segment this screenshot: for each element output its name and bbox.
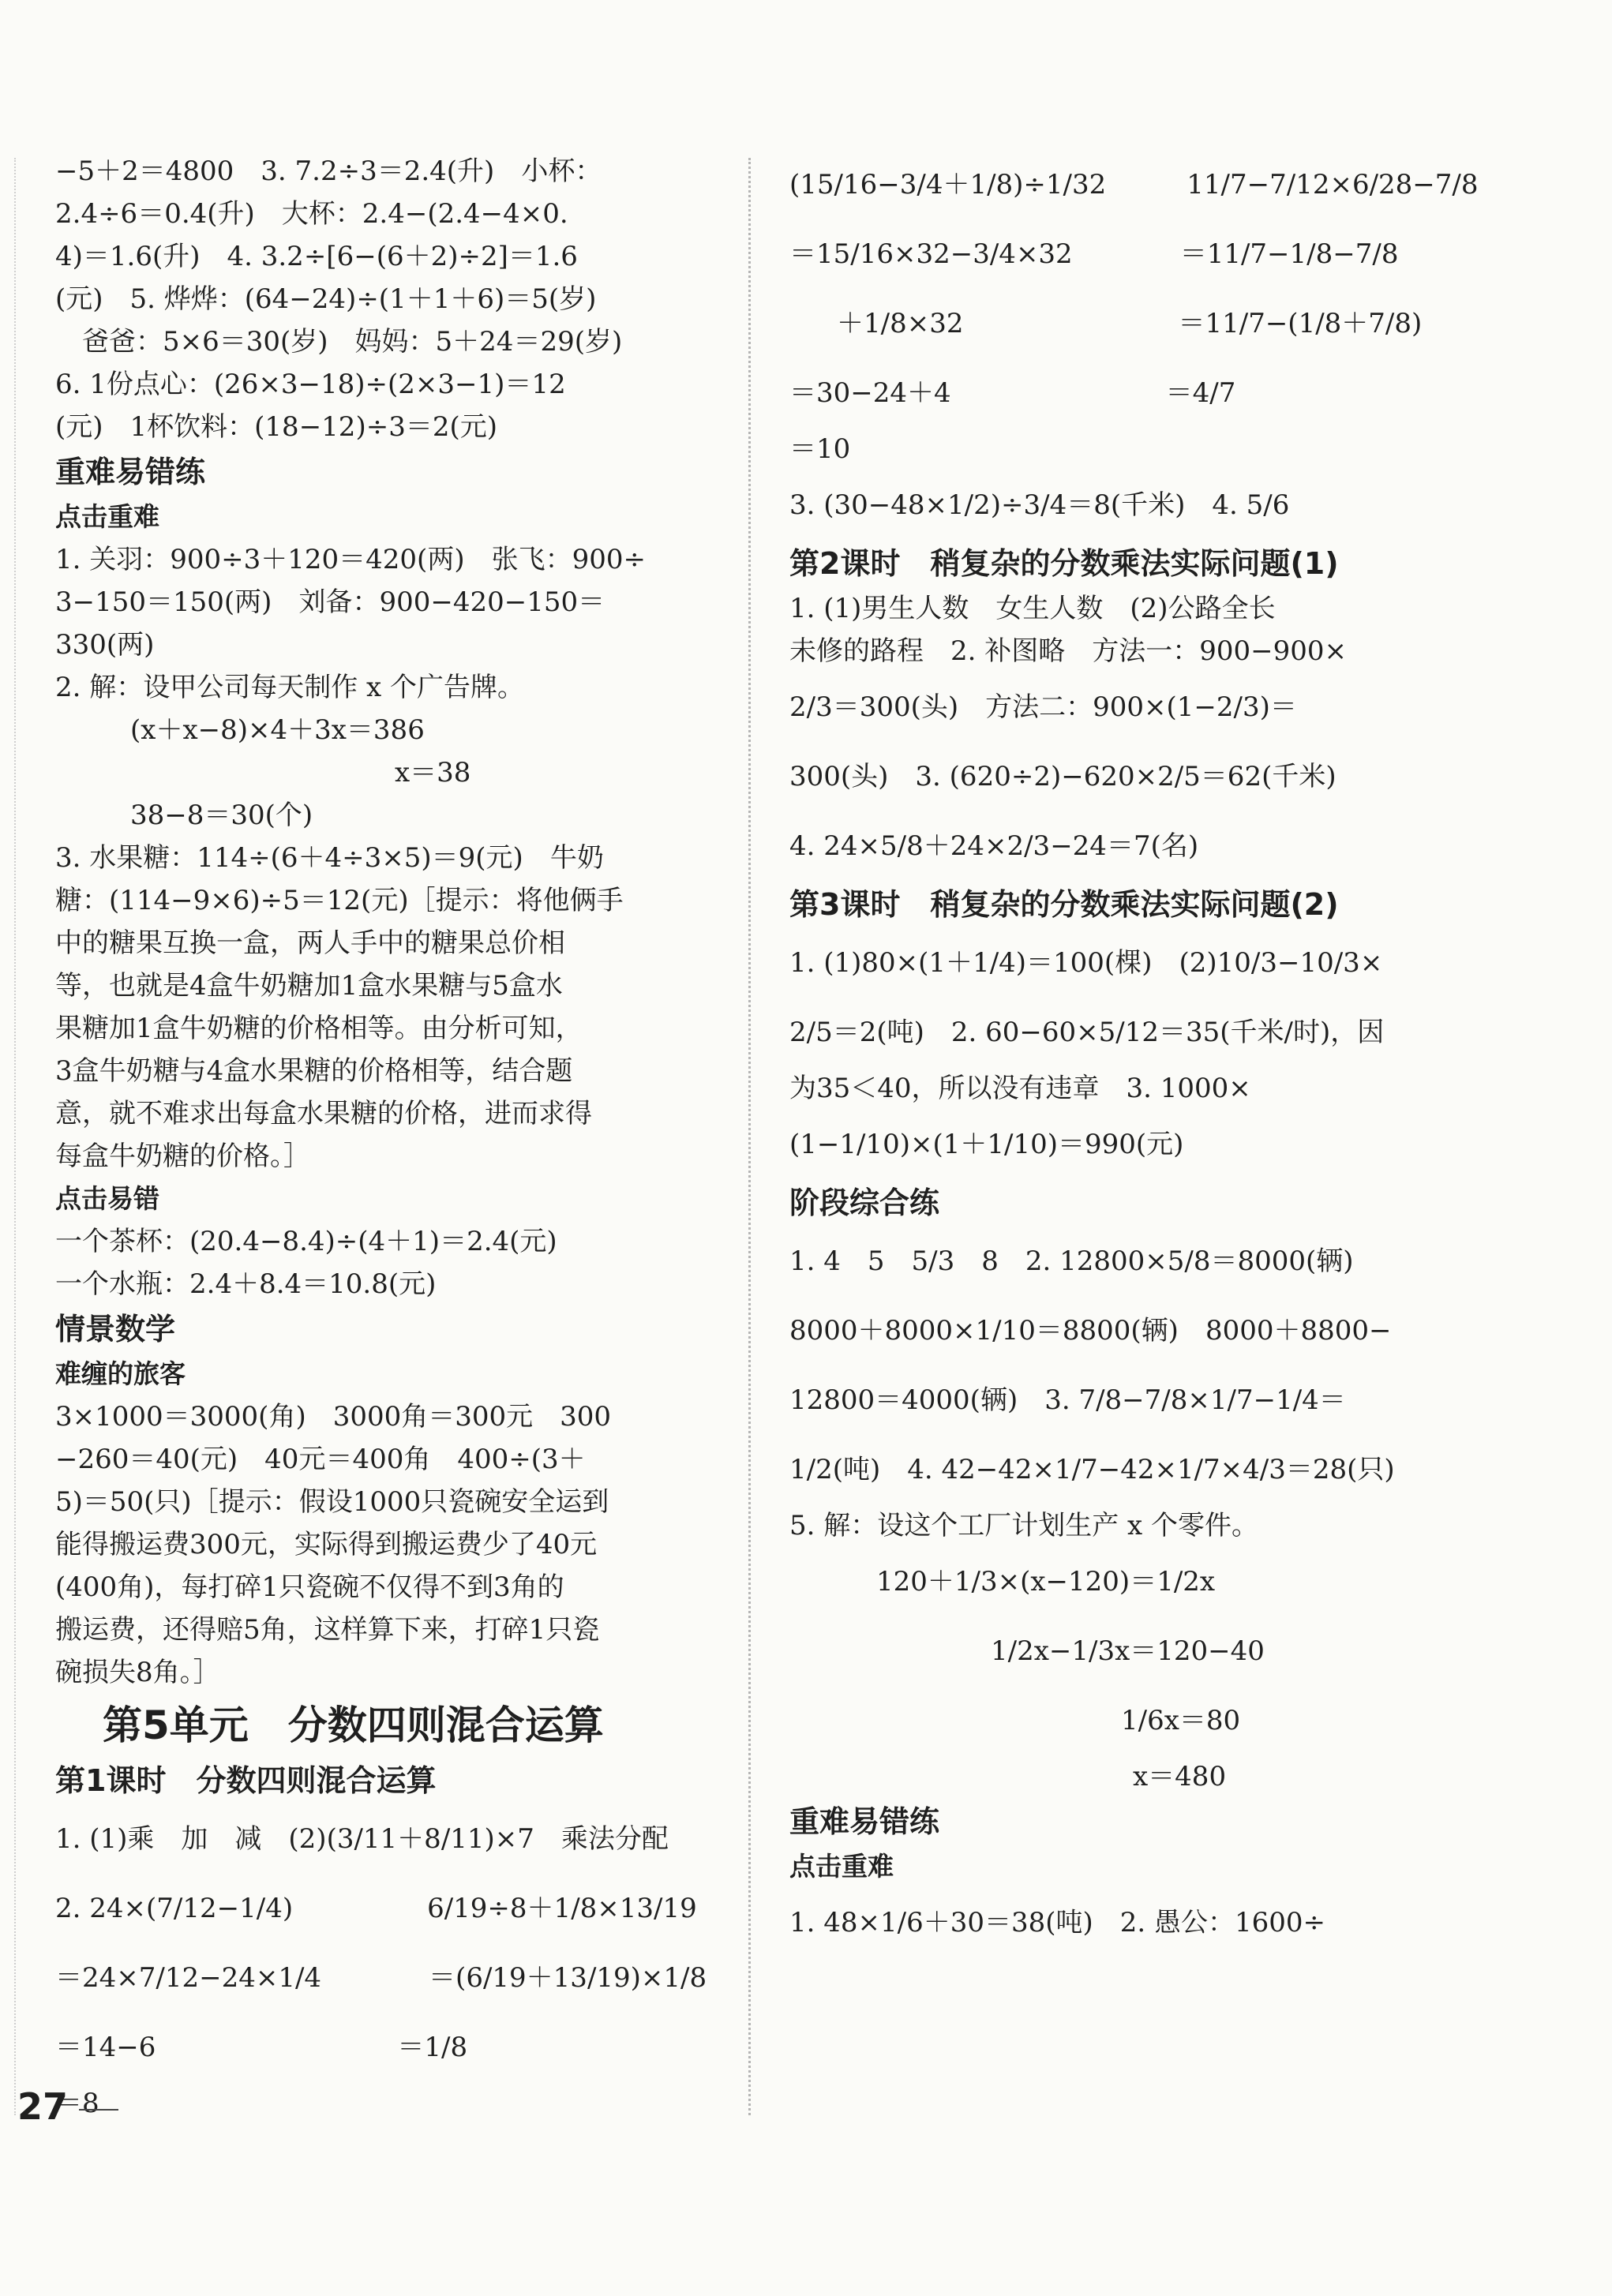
text-line: (400角)，每打碎1只瓷碗不仅得不到3角的 (55, 1571, 564, 1603)
text-line: −5＋2＝4800 3. 7.2÷3＝2.4(升) 小杯： (55, 155, 602, 187)
section-heading: 重难易错练 (789, 1804, 940, 1839)
text-line: 未修的路程 2. 补图略 方法一：900−900× (789, 635, 1348, 667)
text-line: 5)＝50(只)［提示：假设1000只瓷碗安全运到 (55, 1486, 609, 1518)
text-line: (x＋x−8)×4＋3x＝386 (130, 714, 425, 746)
text-line: 一个茶杯：(20.4−8.4)÷(4＋1)＝2.4(元) (55, 1226, 557, 1257)
text-line: 一个水瓶：2.4＋8.4＝10.8(元) (55, 1268, 437, 1300)
text-line: 糖：(114−9×6)÷5＝12(元)［提示：将他俩手 (55, 885, 624, 916)
text-line: 3. (30−48×1/2)÷3/4＝8(千米) 4. 5/6 (789, 489, 1290, 521)
text-line: 等，也就是4盒牛奶糖加1盒水果糖与5盒水 (55, 970, 563, 1002)
page-number: 27 (17, 2085, 69, 2128)
text-line: 1. (1)80×(1＋1/4)＝100(棵) (2)10/3−10/3× (789, 947, 1383, 979)
text-line: 碗损失8角。］ (55, 1657, 220, 1688)
text-line: (元) 5. 烨烨：(64−24)÷(1＋1＋6)＝5(岁) (55, 283, 597, 315)
text-line: 搬运费，还得赔5角，这样算下来，打碎1只瓷 (55, 1614, 600, 1646)
text-line: 4)＝1.6(升) 4. 3.2÷[6−(6＋2)÷2]＝1.6 (55, 241, 578, 272)
text-line: 1. (1)男生人数 女生人数 (2)公路全长 (789, 593, 1276, 624)
section-heading: 第1课时 分数四则混合运算 (55, 1763, 437, 1798)
text-line: (1−1/10)×(1＋1/10)＝990(元) (789, 1129, 1184, 1160)
right-column (789, 150, 1479, 1957)
text-line: 3盒牛奶糖与4盒水果糖的价格相等，结合题 (55, 1055, 573, 1087)
text-line: 2/3＝300(头) 方法二：900×(1−2/3)＝ (789, 691, 1297, 723)
section-heading: 阶段综合练 (789, 1185, 940, 1220)
text-line: 1/2(吨) 4. 42−42×1/7−42×1/7×4/3＝28(只) (789, 1454, 1395, 1485)
text-line: 1/6x＝80 (1121, 1705, 1241, 1736)
text-line: 3. 水果糖：114÷(6＋4÷3×5)＝9(元) 牛奶 (55, 842, 604, 874)
section-heading: 重难易错练 (55, 455, 206, 489)
section-heading: 情景数学 (55, 1312, 176, 1347)
text-line: 1. 4 5 5/3 8 2. 12800×5/8＝8000(辆) (789, 1245, 1354, 1277)
text-line: 2. 解：设甲公司每天制作 x 个广告牌。 (55, 672, 525, 703)
text-line: 1/2x−1/3x＝120−40 (991, 1635, 1265, 1667)
text-line: ＝15/16×32−3/4×32 ＝11/7−1/8−7/8 (789, 238, 1399, 270)
text-line: 12800＝4000(辆) 3. 7/8−7/8×1/7−1/4＝ (789, 1384, 1346, 1416)
text-line: 2.4÷6＝0.4(升) 大杯：2.4−(2.4−4×0. (55, 198, 568, 230)
section-heading: 第5单元 分数四则混合运算 (103, 1702, 604, 1748)
page-edge-line (14, 158, 16, 2115)
text-line: 3×1000＝3000(角) 3000角＝300元 300 (55, 1401, 612, 1433)
text-line: (元) 1杯饮料：(18−12)÷3＝2(元) (55, 411, 497, 443)
text-line: 为35＜40，所以没有违章 3. 1000× (789, 1073, 1251, 1104)
text-line: −260＝40(元) 40元＝400角 400÷(3＋ (55, 1444, 586, 1475)
text-line: 每盒牛奶糖的价格。］ (55, 1141, 310, 1172)
text-line: 120＋1/3×(x−120)＝1/2x (876, 1566, 1216, 1597)
text-line: 果糖加1盒牛奶糖的价格相等。由分析可知， (55, 1013, 583, 1044)
column-divider (748, 158, 751, 2115)
text-line: ＝24×7/12−24×1/4 ＝(6/19＋13/19)×1/8 (55, 1962, 707, 1994)
text-line: x＝38 (395, 757, 471, 788)
text-line: 1. (1)乘 加 减 (2)(3/11＋8/11)×7 乘法分配 (55, 1823, 669, 1855)
text-line: 8000＋8000×1/10＝8800(辆) 8000＋8800− (789, 1315, 1392, 1347)
text-line: (15/16−3/4＋1/8)÷1/32 11/7−7/12×6/28−7/8 (789, 169, 1479, 200)
text-line: ＝8 (55, 2088, 99, 2119)
text-line: 意，就不难求出每盒水果糖的价格，进而求得 (55, 1098, 592, 1129)
text-line: ＝30−24＋4 ＝4/7 (789, 377, 1236, 409)
text-line: 2. 24×(7/12−1/4) 6/19÷8＋1/8×13/19 (55, 1893, 697, 1924)
section-heading: 第3课时 稍复杂的分数乘法实际问题(2) (789, 887, 1339, 922)
text-line: 1. 48×1/6＋30＝38(吨) 2. 愚公：1600÷ (789, 1907, 1326, 1938)
section-heading: 点击易错 (55, 1183, 159, 1214)
left-column (55, 150, 718, 2125)
text-line: 中的糖果互换一盒，两人手中的糖果总价相 (55, 927, 565, 959)
text-line: 6. 1份点心：(26×3−18)÷(2×3−1)＝12 (55, 369, 566, 400)
text-line: ＋1/8×32 ＝11/7−(1/8＋7/8) (837, 308, 1423, 339)
section-heading: 点击重难 (789, 1851, 894, 1882)
section-heading: 点击重难 (55, 501, 159, 532)
text-line: 330(两) (55, 629, 155, 661)
text-line: ＝10 (789, 433, 851, 465)
text-line: 300(头) 3. (620÷2)−620×2/5＝62(千米) (789, 761, 1336, 792)
text-line: x＝480 (1133, 1761, 1227, 1792)
page-number-rule (79, 2109, 118, 2111)
text-line: 38−8＝30(个) (130, 800, 313, 831)
section-heading: 第2课时 稍复杂的分数乘法实际问题(1) (789, 546, 1339, 581)
text-line: 能得搬运费300元，实际得到搬运费少了40元 (55, 1529, 598, 1560)
text-line: 4. 24×5/8＋24×2/3−24＝7(名) (789, 830, 1199, 862)
text-line: ＝14−6 ＝1/8 (55, 2032, 468, 2063)
text-line: 5. 解：设这个工厂计划生产 x 个零件。 (789, 1510, 1259, 1541)
text-line: 爸爸：5×6＝30(岁) 妈妈：5＋24＝29(岁) (55, 326, 623, 358)
section-heading: 难缠的旅客 (55, 1358, 186, 1389)
text-line: 3−150＝150(两) 刘备：900−420−150＝ (55, 586, 605, 618)
text-line: 2/5＝2(吨) 2. 60−60×5/12＝35(千米/时)，因 (789, 1017, 1385, 1048)
text-line: 1. 关羽：900÷3＋120＝420(两) 张飞：900÷ (55, 544, 646, 575)
